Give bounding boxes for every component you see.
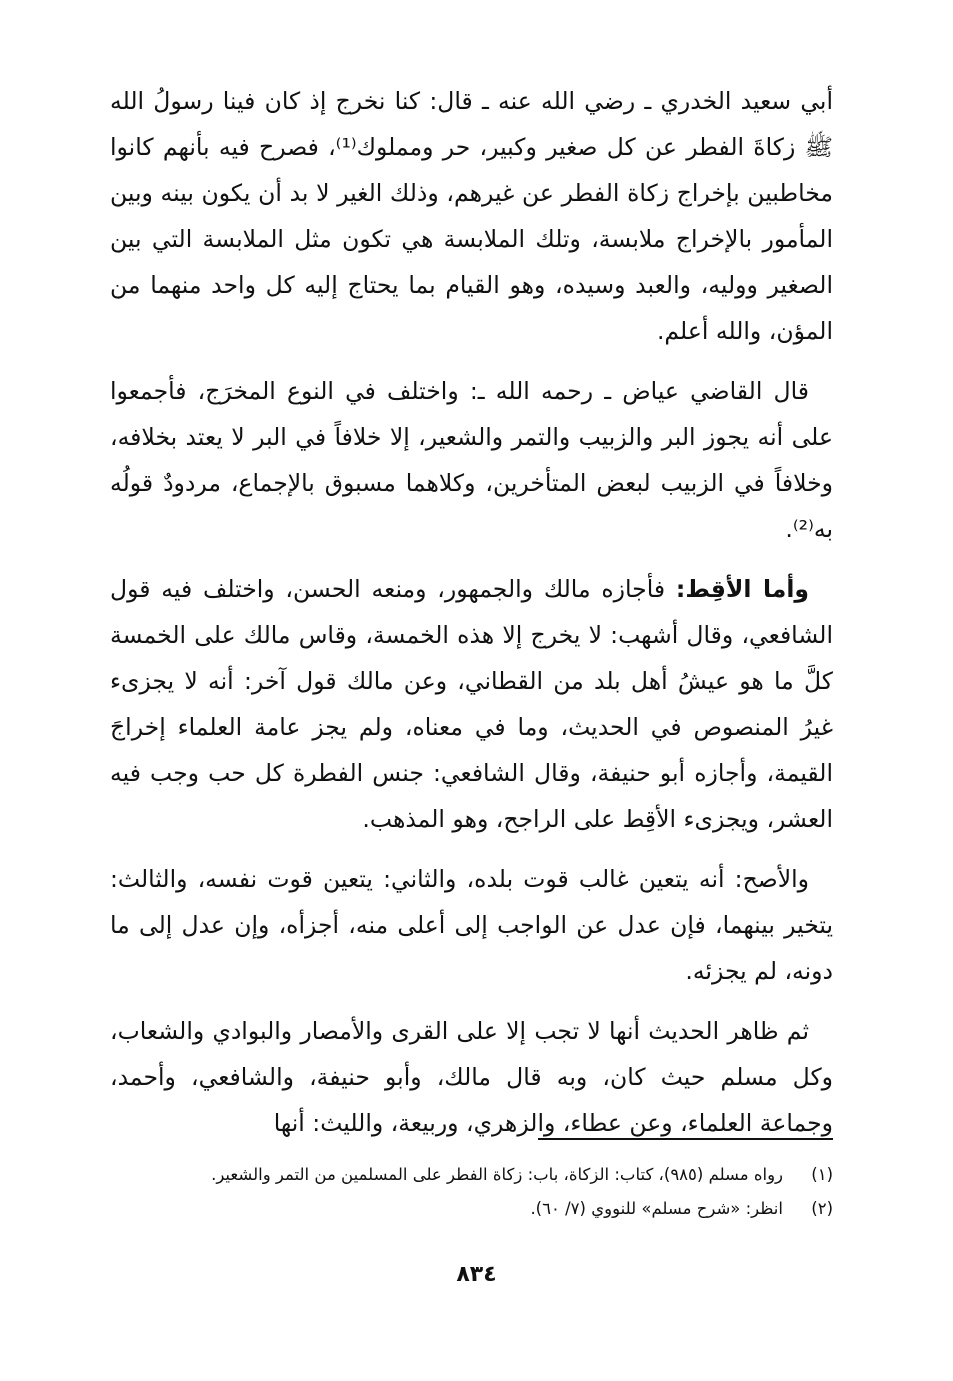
body-text [110, 78, 833, 1160]
footnote-2 [110, 1192, 833, 1226]
paragraph-4-text: والأصح: أنه يتعين غالب قوت بلده، والثاني: يتعين قوت نفسه، والثالث: يتخير بينهما، فإن عدل عن الواجب إلى أعلى منه، أجزأه، وإن عدل إلى ما دونه، لم يجزئه. [110, 865, 833, 985]
footnote-2-number: (٢) [811, 1199, 833, 1218]
paragraph-1 [110, 78, 833, 354]
footnote-1-number: (١) [811, 1165, 833, 1184]
paragraph-2 [110, 368, 833, 552]
paragraph-3 [110, 566, 833, 842]
paragraph-2-text: قال القاضي عياض ـ رحمه الله ـ: واختلف في النوع المخرَج، فأجمعوا على أنه يجوز البر والزبيب والتمر والشعير، إلا خلافاً في البر لا يعتد بخلافه، وخلافاً في الزبيب لبعض المتأخرين، وكلاهما مسبوق بالإجماع، مردودٌ قولُه به⁽²⁾. [110, 377, 833, 543]
page-number: ٨٣٤ [456, 1262, 497, 1287]
footnote-2-text: انظر: «شرح مسلم» للنووي (٧/ ٦٠). [530, 1199, 783, 1218]
paragraph-3-lead: وأما الأقِط: [675, 575, 809, 603]
paragraph-4 [110, 856, 833, 994]
footnotes [110, 1158, 833, 1226]
paragraph-1-text: أبي سعيد الخدري ـ رضي الله عنه ـ قال: كنا نخرج إذ كان فينا رسولُ الله ﷺ زكاةَ الفطر عن كل صغير وكبير، حر ومملوك⁽¹⁾، فصرح فيه بأنهم كانوا مخاطبين بإخراج زكاة الفطر عن غيرهم، وذلك الغير لا بد أن يكون بينه وبين المأمور بالإخراج ملابسة، وتلك الملابسة هي تكون مثل الملابسة التي بين الصغير ووليه، والعبد وسيده، وهو القيام بما يحتاج إليه كل واحد منهما من المؤن، والله أعلم. [110, 87, 833, 345]
footnote-1 [110, 1158, 833, 1192]
footnote-1-text: رواه مسلم (٩٨٥)، كتاب: الزكاة، باب: زكاة الفطر على المسلمين من التمر والشعير. [211, 1165, 783, 1184]
footnote-divider [538, 1138, 833, 1140]
paragraph-3-text: فأجازه مالك والجمهور، ومنعه الحسن، واختلف فيه قول الشافعي، وقال أشهب: لا يخرج إلا هذه الخمسة، وقاس مالك على الخمسة كلَّ ما هو عيشُ أهل بلد من القطاني، وعن مالك قول آخر: أنه لا يجزىء غيرُ المنصوص في الحديث، وما في معناه، ولم يجز عامة العلماء إخراجَ القيمة، وأجازه أبو حنيفة، وقال الشافعي: جنس الفطرة كل حب وجب فيه العشر، ويجزىء الأقِط على الراجح، وهو المذهب. [110, 575, 833, 833]
paragraph-5 [110, 1008, 833, 1146]
paragraph-5-text: ثم ظاهر الحديث أنها لا تجب إلا على القرى والأمصار والبوادي والشعاب، وكل مسلم حيث كان، وبه قال مالك، وأبو حنيفة، والشافعي، وأحمد، وجماعة العلماء، وعن عطاء، والزهري، وربيعة، والليث: أنها [110, 1017, 833, 1137]
